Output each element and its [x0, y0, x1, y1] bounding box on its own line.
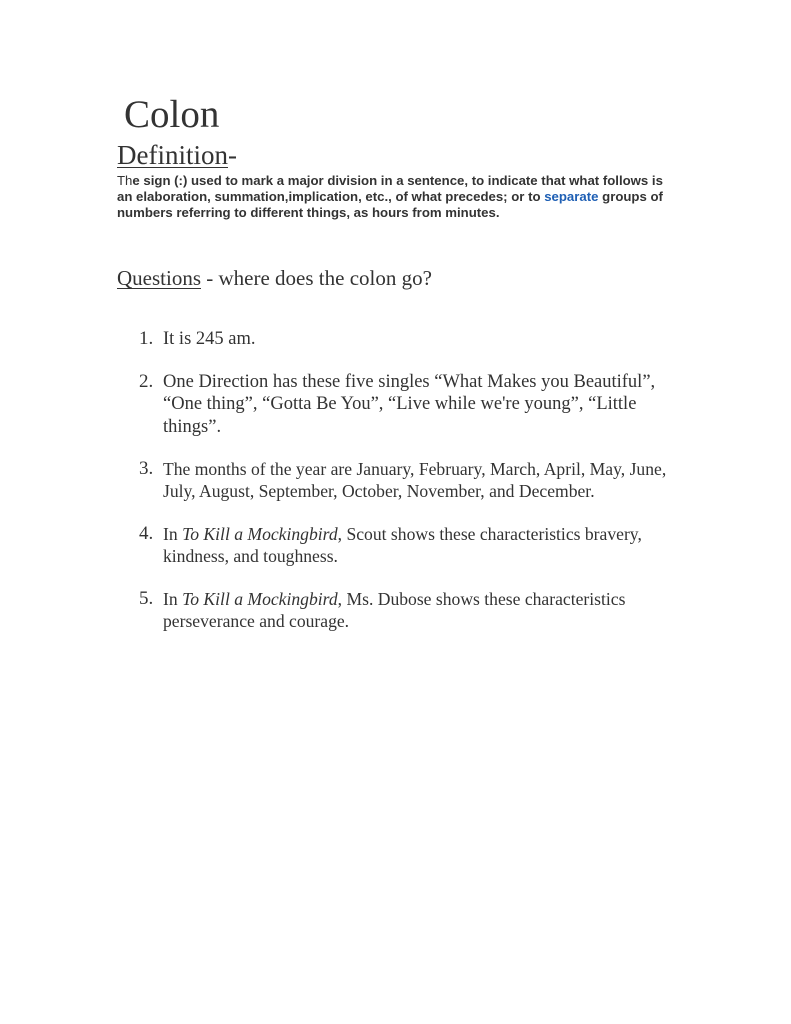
list-item-number: 5. [139, 588, 154, 609]
list-item [117, 458, 687, 502]
list-item-number: 1. [139, 328, 154, 349]
list-item-before: In [163, 589, 183, 609]
list-item-text: The months of the year are January, February, March, April, May, June, July, August, September, October, November, and December. [163, 459, 667, 501]
definition-heading-dash: - [227, 140, 237, 170]
questions-heading-label: Questions [117, 266, 201, 290]
definition-heading-label: Definition [117, 140, 228, 170]
book-title: To Kill a Mockingbird [182, 589, 338, 609]
list-item-after: , Scout shows these characteristics bravery, kindness, and toughness. [163, 524, 642, 566]
separate-link[interactable]: separate [544, 189, 599, 204]
questions-heading [117, 265, 687, 291]
list-item-number: 3. [139, 458, 154, 479]
list-item [117, 371, 687, 439]
list-item-text: It is 245 am. [163, 329, 256, 349]
definition-part-2: groups of numbers referring to different things, as hours from minutes. [117, 189, 663, 220]
list-item [117, 328, 687, 351]
list-item-text: One Direction has these five singles “What Makes you Beautiful”, “One thing”, “Gotta Be You”, “Live while we're young”, “Little things”. [163, 371, 656, 437]
list-item [117, 523, 687, 567]
questions-list [117, 328, 687, 632]
definition-heading [117, 140, 687, 170]
list-item-after: , Ms. Dubose shows these characteristics perseverance and courage. [163, 589, 626, 631]
book-title: To Kill a Mockingbird [182, 524, 338, 544]
list-item-number: 4. [139, 523, 154, 544]
list-item-before: In [163, 524, 183, 544]
definition-text [117, 173, 677, 221]
list-item-number: 2. [139, 370, 154, 392]
definition-part-1: e sign (:) used to mark a major division in a sentence, to indicate that what follows is an elaboration, summation,implication, etc., of what precedes; or to [117, 173, 663, 204]
questions-heading-subtitle: - where does the colon go? [201, 266, 432, 290]
list-item [117, 588, 687, 632]
definition-prefix: Th [117, 173, 133, 188]
page-title: Colon [124, 93, 220, 136]
document-page [117, 92, 687, 652]
